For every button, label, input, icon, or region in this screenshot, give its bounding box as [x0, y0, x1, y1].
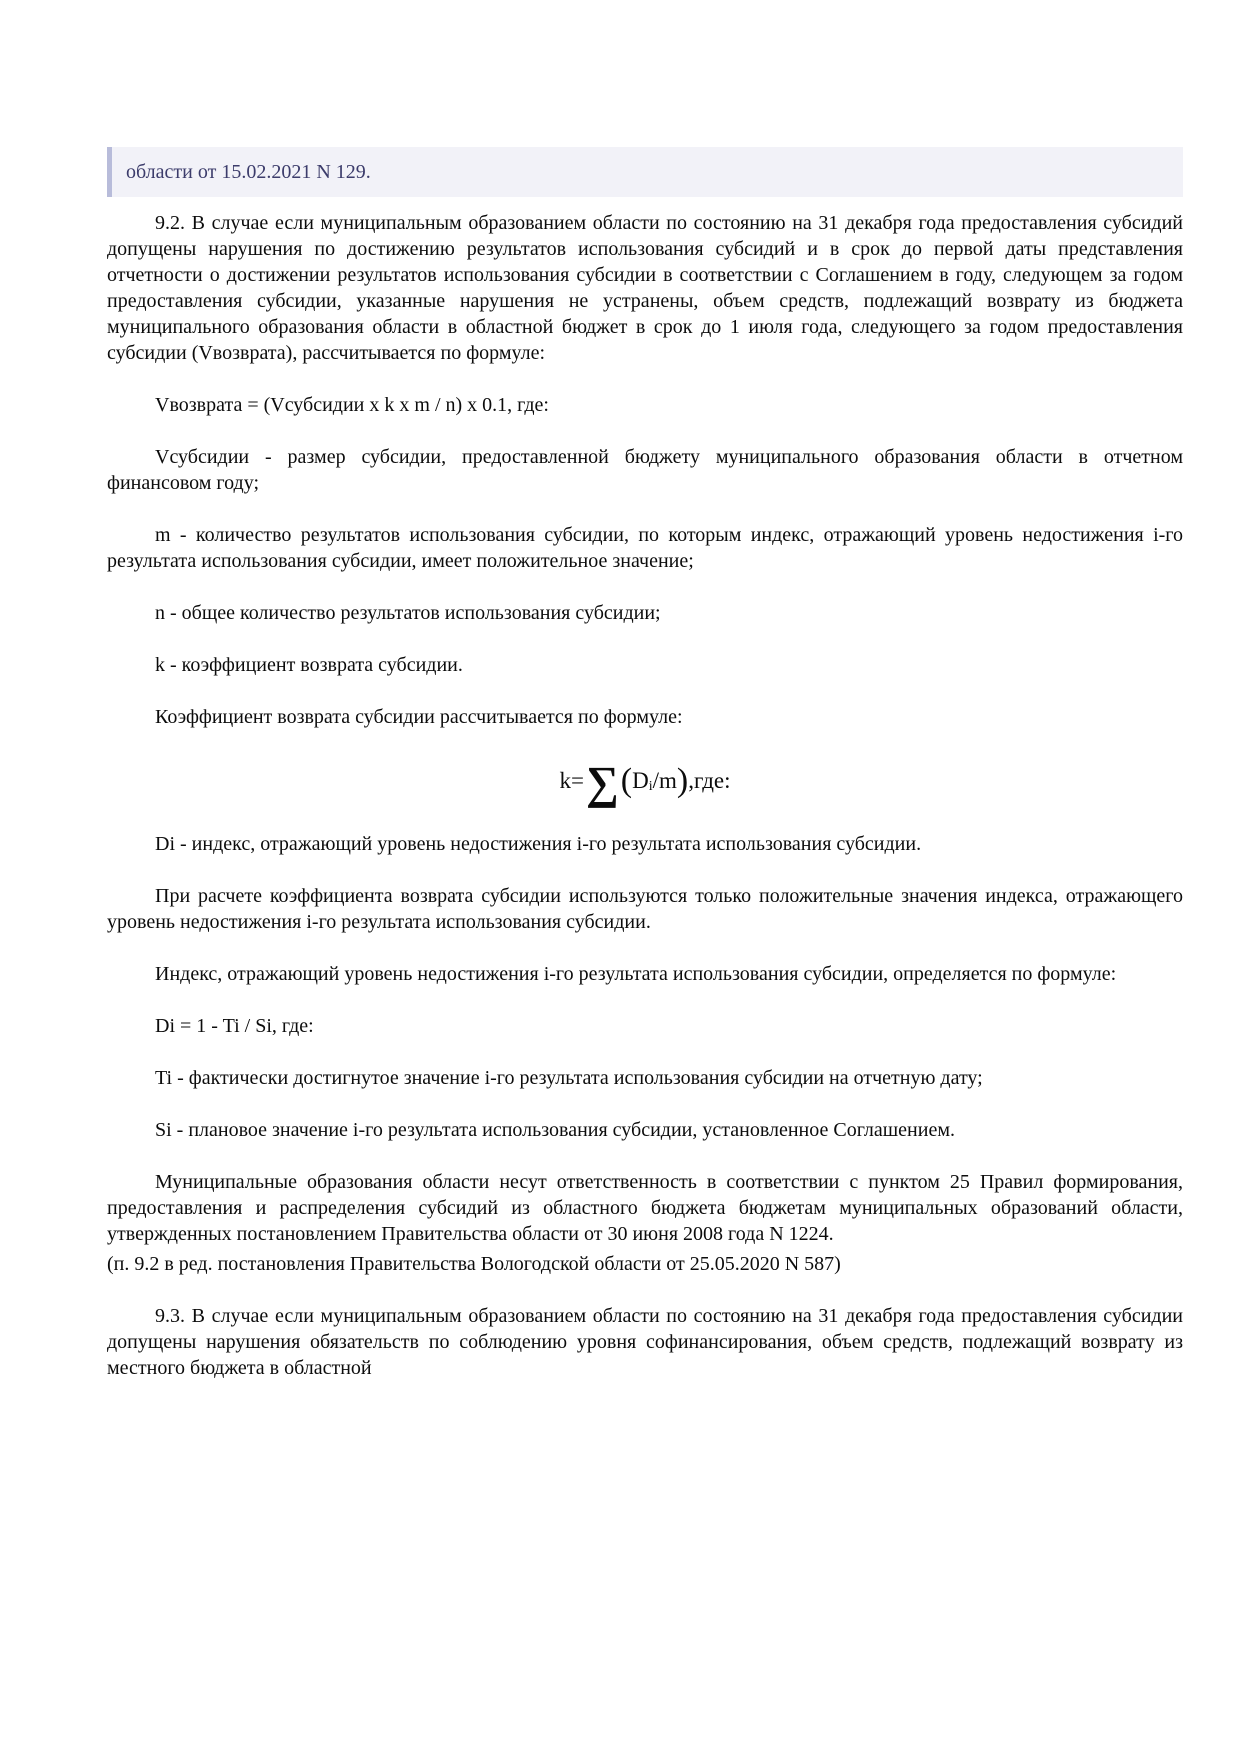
formula-suffix: ,где: — [688, 768, 731, 794]
formula-lhs: k= — [559, 768, 584, 794]
reference-quote-text: области от 15.02.2021 N 129. — [126, 161, 371, 183]
definition-k: k - коэффициент возврата субсидии. — [155, 654, 463, 676]
definition-si: Si - плановое значение i-го результата использования субсидии, установленное Соглашением. — [155, 1119, 955, 1142]
paragraph-9-2: 9.2. В случае если муниципальным образованием области по состоянию на 31 декабря года предоставления субсидий допущены нарушения по достижению результатов использования субсидий и в срок до первой даты представления отчетности о достижении результатов использования субсидии в соответствии с Соглашением в году, следующем за годом предоставления субсидии, указанные нарушения не устранены, объем средств, подлежащий возврату из бюджета муниципального образования области в областной бюджет в срок до 1 июля года, следующего за годом предоставления субсидии (Vвозврата), рассчитывается по формуле: — [107, 212, 1183, 364]
k-sum-formula — [107, 757, 1183, 808]
formula-term-d: D — [632, 768, 649, 794]
paragraph-municipal-responsibility: Муниципальные образования области несут ответственность в соответствии с пунктом 25 Правил формирования, предоставления и распределения субсидий из областного бюджета бюджетам муниципальных образований области, утвержденных постановлением Правительства области от 30 июня 2008 года N 1224. — [107, 1171, 1183, 1246]
reference-quote-block[interactable] — [107, 147, 1183, 197]
definition-di: Di - индекс, отражающий уровень недостижения i-го результата использования субсидии. — [155, 833, 922, 856]
formula-di: Di = 1 - Ti / Si, где: — [155, 1015, 314, 1038]
formula-open-paren: ( — [620, 762, 633, 800]
formula-close-paren: ) — [676, 762, 689, 800]
definition-m: m - количество результатов использования субсидии, по которым индекс, отражающий уровень недостижения i-го результата использования субсидии, имеет положительное значение; — [107, 524, 1183, 572]
paragraph-9-3: 9.3. В случае если муниципальным образованием области по состоянию на 31 декабря года предоставления субсидии допущены нарушения обязательств по соблюдению уровня софинансирования, объем средств, подлежащий возврату из местного бюджета в областной — [107, 1305, 1183, 1380]
formula-subscript-i: i — [648, 778, 653, 794]
definition-v-subsidii: Vсубсидии - размер субсидии, предоставленной бюджету муниципального образования области в отчетном финансовом году; — [107, 446, 1183, 494]
paragraph-index-intro: Индекс, отражающий уровень недостижения i-го результата использования субсидии, определяется по формуле: — [155, 963, 1117, 986]
sigma-sum-icon: ∑ — [585, 757, 619, 808]
definition-n: n - общее количество результатов использования субсидии; — [155, 602, 661, 624]
paragraph-positive-values: При расчете коэффициента возврата субсидии используются только положительные значения индекса, отражающего уровень недостижения i-го результата использования субсидии. — [107, 885, 1183, 934]
formula-term-divide-m: /m — [652, 768, 677, 794]
coefficient-formula-intro: Коэффициент возврата субсидии рассчитывается по формуле: — [155, 706, 683, 728]
formula-v-return: Vвозврата = (Vсубсидии x k x m / n) x 0.1, где: — [155, 394, 549, 416]
definition-ti: Ti - фактически достигнутое значение i-го результата использования субсидии на отчетную дату; — [155, 1067, 983, 1090]
edit-note-line: (п. 9.2 в ред. постановления Правительства Вологодской области от 25.05.2020 N 587) — [107, 1253, 841, 1276]
